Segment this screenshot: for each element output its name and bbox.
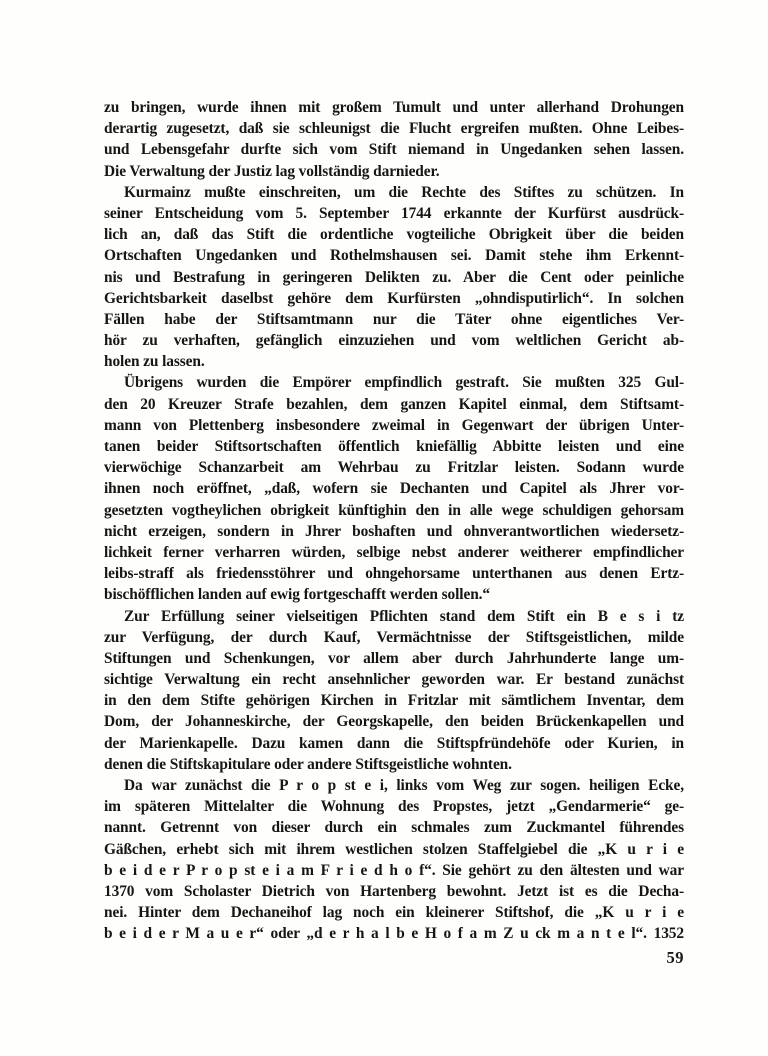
text-line: holen zu lassen. xyxy=(104,353,205,371)
text-line: den 20 Kreuzer Strafe bezahlen, dem ganzen Kapitel einmal, dem Stiftsamt- xyxy=(104,395,684,413)
text-line: mann von Plettenberg insbesondere zweimal in Gegenwart der übrigen Unter- xyxy=(104,416,684,434)
text-line: nannt. Getrennt von dieser durch ein schmales zum Zuckmantel führendes xyxy=(104,819,684,837)
page-number: 59 xyxy=(666,948,684,967)
text-line: ihnen noch eröffnet, „daß, wofern sie Dechanten und Capitel als Jhrer vor- xyxy=(104,480,684,498)
text-line: seiner Entscheidung vom 5. September 1744 erkannte der Kurfürst ausdrück- xyxy=(104,204,684,222)
text-line: lichkeit ferner verharren würden, selbige nebst anderer weitherer empfindlicher xyxy=(104,543,684,561)
text-line: in den dem Stifte gehörigen Kirchen in Fritzlar mit sämtlichem Inventar, dem xyxy=(104,692,684,710)
text-line: der Marienkapelle. Dazu kamen dann die Stiftspfründehöfe oder Kurien, in xyxy=(104,734,684,752)
text-line: und Lebensgefahr durfte sich vom Stift niemand in Ungedanken sehen lassen. xyxy=(104,141,684,159)
text-line: nis und Bestrafung in geringeren Delikten zu. Aber die Cent oder peinliche xyxy=(104,268,684,286)
text-line: sichtige Verwaltung ein recht ansehnlicher geworden war. Er bestand zunächst xyxy=(104,671,684,689)
text-line: vierwöchige Schanzarbeit am Wehrbau zu Fritzlar leisten. Sodann wurde xyxy=(104,459,684,477)
text-line: Zur Erfüllung seiner vielseitigen Pflichten stand dem Stift ein B e s i tz xyxy=(124,607,684,625)
text-line: Ortschaften Ungedanken und Rothelmshausen sei. Damit stehe ihm Erkennt- xyxy=(104,247,684,265)
text-line: Übrigens wurden die Empörer empfindlich gestraft. Sie mußten 325 Gul- xyxy=(124,374,684,392)
paragraph xyxy=(104,372,684,605)
text-line: gesetzten vogtheylichen obrigkeit künftighin den in alle wege schuldigen gehorsam xyxy=(104,501,684,519)
text-line: zur Verfügung, der durch Kauf, Vermächtnisse der Stiftsgeistlichen, milde xyxy=(104,628,684,646)
text-line: Dom, der Johanneskirche, der Georgskapelle, den beiden Brückenkapellen und xyxy=(104,713,684,731)
text-line: b e i d e r M a u e r“ oder „d e r h a l b e H o f a m Z u ck m a n t e l“. 1352 xyxy=(104,925,684,943)
text-line: Stiftungen und Schenkungen, vor allem aber durch Jahrhunderte lange um- xyxy=(104,649,684,667)
text-line: 1370 vom Scholaster Dietrich von Hartenberg bewohnt. Jetzt ist es die Decha- xyxy=(104,882,684,900)
paragraph xyxy=(104,775,684,945)
text-line: Da war zunächst die P r o p st e i, links vom Weg zur sogen. heiligen Ecke, xyxy=(124,777,684,794)
paragraph xyxy=(104,606,684,776)
text-line: im späteren Mittelalter die Wohnung des Propstes, jetzt „Gendarmerie“ ge- xyxy=(104,798,684,816)
text-line: bischöfflichen landen auf ewig fortgeschafft werden sollen.“ xyxy=(104,586,491,604)
text-line: Gäßchen, erhebt sich mit ihrem westlichen stolzen Staffelgiebel die „K u r i e xyxy=(104,840,684,858)
paragraph xyxy=(104,182,684,373)
text-line: zu bringen, wurde ihnen mit großem Tumult und unter allerhand Drohungen xyxy=(104,99,684,116)
text-line: denen die Stiftskapitulare oder andere Stiftsgeistliche wohnten. xyxy=(104,755,512,773)
text-line: hör zu verhaften, gefänglich einzuziehen und vom weltlichen Gericht ab- xyxy=(104,332,684,350)
text-line: lich an, daß das Stift die ordentliche vogteiliche Obrigkeit über die beiden xyxy=(104,226,684,244)
text-line: Gerichtsbarkeit daselbst gehöre dem Kurfürsten „ohndisputirlich“. In solchen xyxy=(104,289,684,307)
body-text xyxy=(104,97,684,945)
text-line: Die Verwaltung der Justiz lag vollständig darnieder. xyxy=(104,162,440,180)
text-line: leibs-straff als friedensstöhrer und ohngehorsame unterthanen aus denen Ertz- xyxy=(104,565,684,583)
paragraph xyxy=(104,97,684,182)
text-line: nicht erzeigen, sondern in Jhrer boshaften und ohnverantwortlichen wiedersetz- xyxy=(104,522,684,540)
text-line: b e i d e r P r o p st e i a m F r i e d h o f“. Sie gehört zu den ältesten und war xyxy=(104,861,684,879)
text-line: Kurmainz mußte einschreiten, um die Rechte des Stiftes zu schützen. In xyxy=(124,183,684,201)
text-line: derartig zugesetzt, daß sie schleunigst die Flucht ergreifen mußten. Ohne Leibes- xyxy=(104,120,684,138)
text-line: tanen beider Stiftsortschaften öffentlich kniefällig Abbitte leisten und eine xyxy=(104,438,684,455)
text-line: nei. Hinter dem Dechaneihof lag noch ein kleinerer Stiftshof, die „K u r i e xyxy=(104,904,684,922)
text-line: Fällen habe der Stiftsamtmann nur die Täter ohne eigentliches Ver- xyxy=(104,310,684,328)
